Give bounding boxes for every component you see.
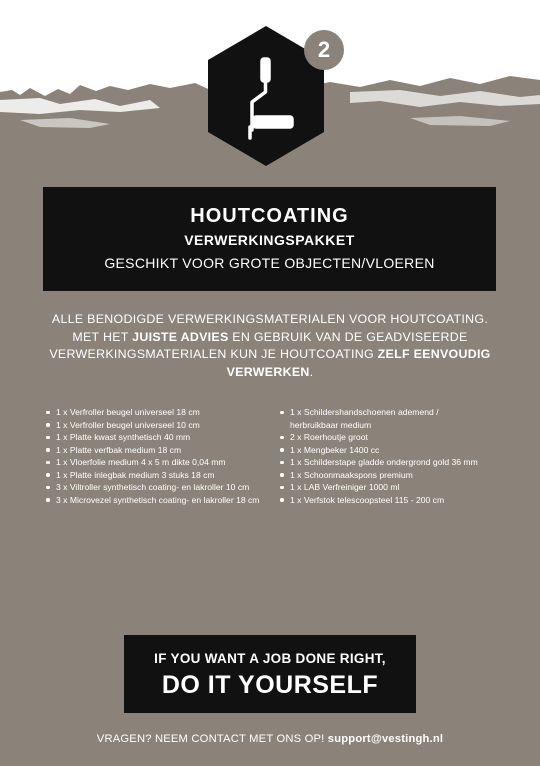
intro-text (40, 311, 500, 381)
bullet-icon (46, 423, 50, 427)
list-item-text: 1 x Platte kwast synthetisch 40 mm (56, 432, 191, 442)
bullet-icon (46, 436, 50, 440)
bullet-icon (46, 411, 50, 415)
slogan-line-2: DO IT YOURSELF (161, 671, 379, 699)
list-item (44, 444, 264, 457)
materials-list-left (44, 406, 264, 506)
bullet-icon (280, 461, 284, 465)
bullet-icon (46, 461, 50, 465)
title-box (43, 187, 496, 291)
intro-part-3: . (309, 364, 314, 379)
list-item (44, 406, 264, 419)
bullet-icon (46, 473, 50, 477)
list-item-text: 1 x Platte inlegbak medium 3 stuks 18 cm (56, 469, 215, 480)
bullet-icon (46, 486, 50, 490)
contact-text: VRAGEN? NEEM CONTACT MET ONS OP! (96, 733, 328, 745)
list-item-text: 3 x Viltroller synthetisch coating- en lakroller 10 cm (56, 482, 250, 492)
slogan-box (124, 635, 416, 713)
list-item-text: 1 x Verfstok telescoopsteel 115 - 200 cm (290, 494, 445, 505)
bullet-icon (280, 473, 284, 477)
list-item (44, 419, 264, 432)
intro-part-2: EN GEBRUIK VAN DE GEADVISEERDE VERWERKINGSMATERIALEN KUN JE HOUTCOATING (49, 329, 468, 361)
list-item (44, 481, 264, 494)
bullet-icon (46, 498, 50, 502)
intro-bold-1: JUISTE ADVIES (132, 329, 229, 344)
intro-bold-2: ZELF EENVOUDIG VERWERKEN (226, 347, 491, 379)
bullet-icon (280, 411, 284, 415)
list-item (278, 456, 478, 469)
list-item (44, 456, 264, 469)
step-number-badge: 2 (304, 30, 344, 70)
list-item-text: 1 x Schilderstape gladde ondergrond gold 36 mm (290, 457, 478, 467)
list-item (44, 469, 264, 482)
list-item-text: 1 x Vloerfolie medium 4 x 5 m dikte 0,04 mm (56, 457, 226, 467)
list-item-text: 2 x Roerhoutje groot (290, 432, 368, 442)
list-item-text: 1 x Verfroller beugel universeel 10 cm (56, 419, 200, 430)
bullet-icon (46, 448, 50, 452)
page-subtitle: VERWERKINGSPAKKET (184, 232, 355, 248)
list-item (44, 494, 264, 507)
page-title: HOUTCOATING (190, 205, 349, 227)
list-item-text: 1 x Verfroller beugel universeel 18 cm (56, 407, 200, 417)
list-item (278, 444, 478, 457)
list-item-text: 3 x Microvezel synthetisch coating- en lakroller 18 cm (56, 494, 260, 505)
materials-list-right (278, 406, 478, 506)
list-item (278, 406, 478, 431)
list-item-text: 1 x Mengbeker 1400 cc (290, 444, 380, 455)
list-item (278, 469, 478, 482)
support-email-link[interactable]: support@vestingh.nl (327, 733, 444, 745)
list-item-text: 1 x Schildershandschoenen ademend / herbruikbaar medium (290, 407, 439, 430)
bullet-icon (280, 448, 284, 452)
slogan-line-1: IF YOU WANT A JOB DONE RIGHT, (154, 651, 386, 666)
list-item (278, 481, 478, 494)
bullet-icon (280, 498, 284, 502)
contact-line (0, 733, 540, 745)
list-item (278, 431, 478, 444)
list-item-text: 1 x Schoonmaakspons premium (290, 469, 413, 480)
list-item (278, 494, 478, 507)
intro-part-1: ALLE BENODIGDE VERWERKINGSMATERIALEN VOOR HOUTCOATING. MET HET (51, 312, 489, 344)
list-item (44, 431, 264, 444)
bullet-icon (280, 436, 284, 440)
page-tagline: GESCHIKT VOOR GROTE OBJECTEN/VLOEREN (104, 255, 435, 271)
bullet-icon (280, 486, 284, 490)
list-item-text: 1 x LAB Verfreiniger 1000 ml (290, 482, 400, 492)
list-item-text: 1 x Platte verfbak medium 18 cm (56, 444, 182, 455)
